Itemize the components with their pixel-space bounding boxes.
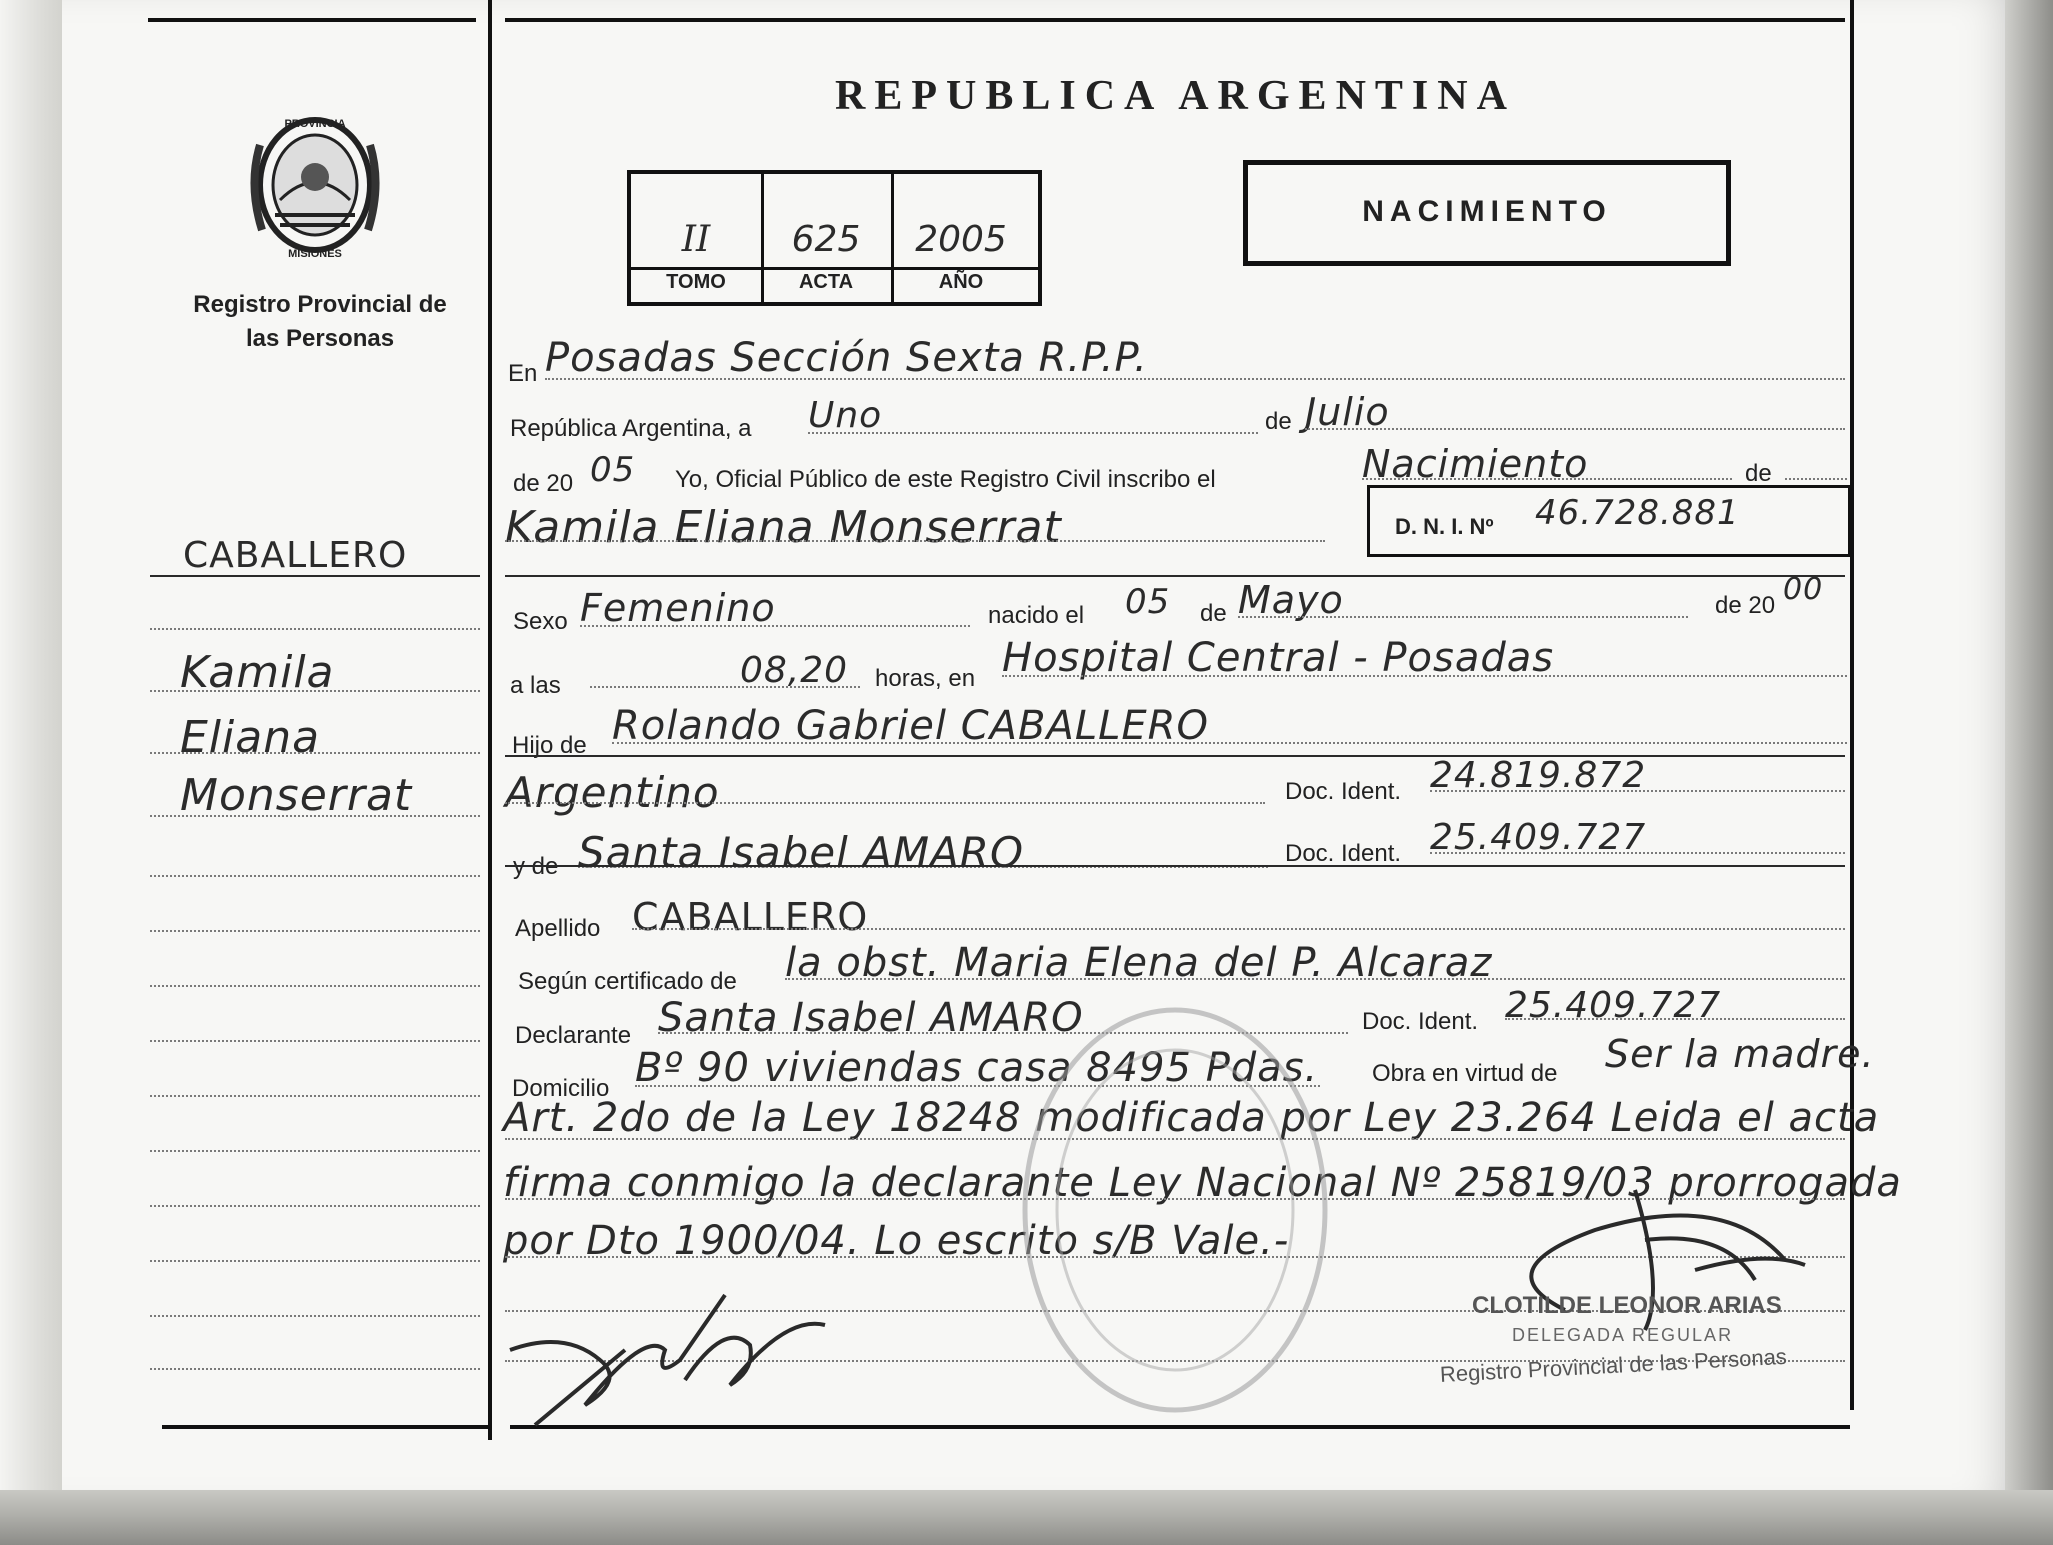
father-doc-value: 24.819.872 (1430, 755, 1647, 796)
province-emblem-icon (240, 105, 390, 265)
field-line (590, 686, 860, 688)
bottom-rule-left (162, 1425, 488, 1429)
field-line (808, 432, 1258, 434)
birth-month-value: Mayo (1238, 578, 1344, 622)
field-line (1362, 478, 1732, 480)
margin-given-name-1: Kamila (180, 647, 335, 698)
official-stamp-name: CLOTILDE LEONOR ARIAS (1472, 1292, 1782, 1319)
acta-label: ACTA (798, 271, 854, 293)
place-value: Posadas Sección Sexta R.P.P. (545, 335, 1148, 381)
note-line-3: por Dto 1900/04. Lo escrito s/B Vale.- (503, 1218, 1290, 1264)
father-value: Rolando Gabriel CABALLERO (612, 703, 1209, 749)
book-binding (0, 0, 70, 1545)
label-de-20-birth: de 20 (1715, 592, 1776, 619)
margin-dotted-line (150, 815, 480, 817)
official-stamp-registry: Registro Provincial de las Personas (1439, 1343, 1788, 1387)
certificate-by-value: la obst. Maria Elena del P. Alcaraz (785, 940, 1493, 986)
margin-dotted-line (150, 985, 480, 987)
label-dni: D. N. I. Nº (1395, 514, 1494, 539)
certificate-type: NACIMIENTO (1362, 195, 1612, 228)
label-doc-ident-father: Doc. Ident. (1285, 778, 1402, 805)
field-line (785, 978, 1845, 980)
act-value: Nacimiento (1362, 442, 1589, 486)
field-line (1002, 675, 1847, 677)
tomo-value: II (681, 219, 711, 260)
field-line (1505, 1018, 1845, 1020)
margin-dotted-line (150, 1095, 480, 1097)
label-segun: Según certificado de (518, 968, 737, 995)
margin-dotted-line (150, 690, 480, 692)
child-name-value: Kamila Eliana Monserrat (505, 502, 1062, 553)
father-nationality-value: Argentino (505, 768, 720, 817)
day-words-value: Uno (808, 395, 883, 436)
birth-year-value: 00 (1783, 572, 1824, 607)
registry-seal-icon (1015, 1000, 1335, 1420)
field-line (632, 928, 1845, 930)
surname-value: CABALLERO (632, 895, 869, 939)
book-edge (0, 1490, 2053, 1545)
margin-dotted-line (150, 1315, 480, 1317)
sex-value: Femenino (580, 586, 776, 630)
margin-surname-line (150, 575, 480, 577)
official-stamp-title: DELEGADA REGULAR (1512, 1325, 1734, 1345)
note-line-1: Art. 2do de la Ley 18248 modificada por Ley 23.264 Leida el acta (503, 1095, 1880, 1141)
field-line (1430, 852, 1845, 854)
declarant-doc-value: 25.409.727 (1505, 985, 1722, 1026)
field-line (545, 378, 1845, 380)
label-apellido: Apellido (515, 915, 601, 942)
margin-dotted-line (150, 1205, 480, 1207)
label-nacido-el: nacido el (988, 602, 1085, 629)
field-line (505, 540, 1325, 542)
label-doc-ident-declarant: Doc. Ident. (1362, 1008, 1479, 1035)
margin-divider (488, 0, 492, 1440)
label-declarante: Declarante (515, 1022, 632, 1049)
year-suffix-value: 05 (590, 450, 636, 490)
margin-dotted-line (150, 930, 480, 932)
margin-dotted-line (150, 1260, 480, 1262)
reference-box (627, 170, 1042, 306)
field-line (1785, 478, 1847, 480)
margin-given-name-3: Monserrat (180, 770, 413, 821)
field-line (505, 802, 1265, 804)
section-rule (505, 575, 1845, 577)
label-republica: República Argentina, a (510, 415, 752, 442)
section-rule (505, 865, 1845, 867)
field-line (1305, 428, 1845, 430)
ano-value: 2005 (915, 219, 1007, 260)
label-de-20: de 20 (513, 470, 574, 497)
label-hijo-de: Hijo de (512, 732, 587, 759)
acta-value: 625 (791, 219, 861, 260)
dni-value: 46.728.881 (1535, 493, 1740, 533)
margin-dotted-line (150, 875, 480, 877)
field-line (612, 742, 1847, 744)
label-de-birth-month: de (1200, 600, 1227, 627)
birth-time-value: 08,20 (740, 650, 849, 691)
declarant-signature-icon (505, 1290, 835, 1430)
label-en: En (508, 360, 538, 387)
margin-dotted-line (150, 1368, 480, 1370)
birth-day-value: 05 (1125, 582, 1171, 622)
emblem-text-bottom: MISIONES (288, 248, 342, 260)
certificate-type-box (1243, 160, 1731, 266)
label-a-las: a las (510, 672, 561, 699)
birth-place-value: Hospital Central - Posadas (1002, 635, 1555, 681)
field-line (580, 625, 970, 627)
label-y-de: y de (513, 853, 559, 880)
tomo-label: TOMO (666, 271, 726, 293)
margin-dotted-line (150, 628, 480, 630)
label-sexo: Sexo (513, 608, 568, 635)
top-rule-left (148, 18, 476, 22)
margin-dotted-line (150, 1040, 480, 1042)
top-rule-right (505, 18, 1845, 22)
address-value: Bº 90 viviendas casa 8495 Pdas. (635, 1045, 1319, 1091)
label-domicilio: Domicilio (512, 1075, 610, 1102)
label-yo-oficial: Yo, Oficial Público de este Registro Civil inscribo el (675, 466, 1216, 493)
margin-dotted-line (150, 752, 480, 754)
field-line (1238, 616, 1688, 618)
label-obra: Obra en virtud de (1372, 1060, 1558, 1087)
declarant-value: Santa Isabel AMARO (658, 995, 1084, 1041)
page-edge (2005, 0, 2053, 1500)
label-de-month: de (1265, 408, 1292, 435)
mother-value: Santa Isabel AMARO (578, 828, 1025, 877)
label-horas-en: horas, en (875, 665, 976, 692)
note-line-2: firma conmigo la declarante Ley Nacional Nº 25819/03 prorrogada (503, 1160, 1902, 1206)
ano-label: AÑO (938, 271, 984, 293)
label-doc-ident-mother: Doc. Ident. (1285, 840, 1402, 867)
dni-box (1367, 485, 1851, 557)
margin-dotted-line (150, 1150, 480, 1152)
emblem-text-top: PROVINCIA (284, 118, 346, 130)
document-title: REPUBLICA ARGENTINA (835, 73, 1516, 119)
margin-surname: CABALLERO (183, 535, 408, 576)
registry-name: Registro Provincial de las Personas (193, 291, 447, 352)
field-line (1430, 790, 1845, 792)
month-value: Julio (1305, 390, 1390, 434)
margin-given-name-2: Eliana (180, 712, 321, 763)
label-de-end: de (1745, 460, 1772, 487)
mother-doc-value: 25.409.727 (1430, 817, 1647, 858)
capacity-value: Ser la madre. (1605, 1032, 1875, 1076)
